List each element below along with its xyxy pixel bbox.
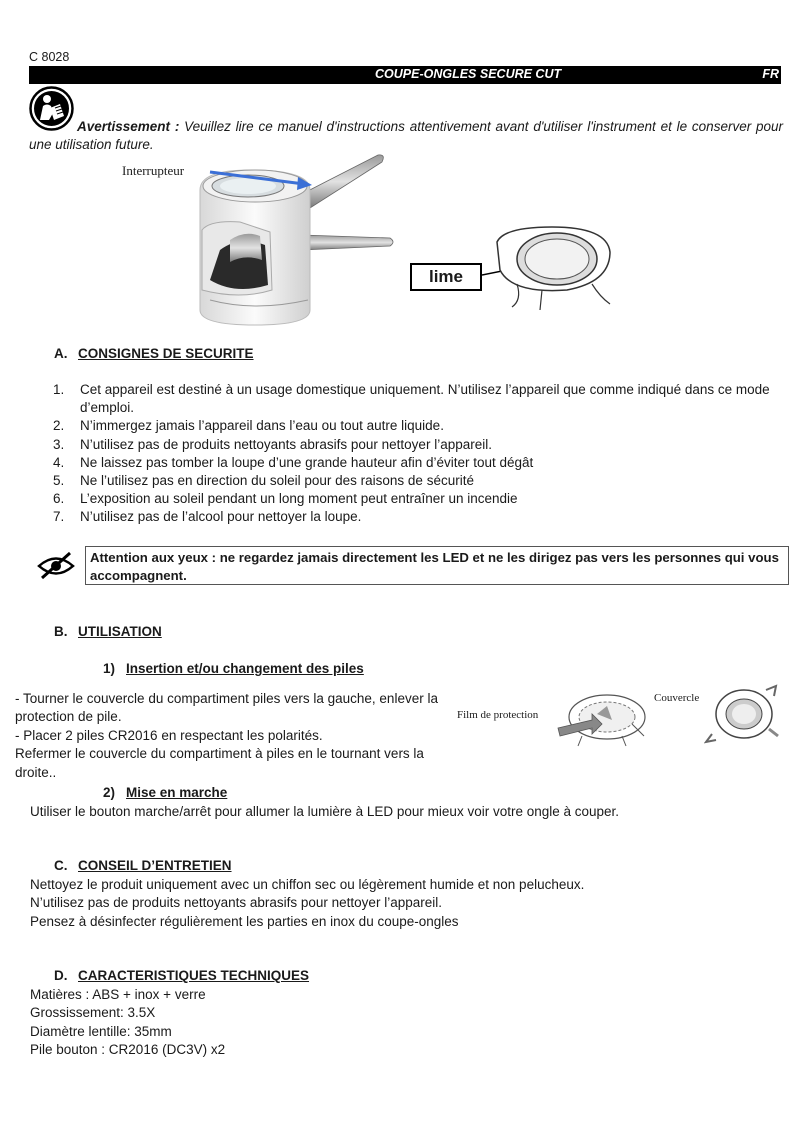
list-item: 1. Cet appareil est destiné à un usage domestique uniquement. N’utilisez l’appareil que comme indiqué dans ce mode d’emploi. [53,382,770,416]
warning-paragraph [29,118,783,154]
warning-label: Avertissement : [77,119,180,134]
section-b-letter: B. [54,624,68,639]
section-a-title: CONSIGNES DE SECURITE [78,346,254,361]
power-on-text: Utiliser le bouton marche/arrêt pour allumer la lumière à LED pour mieux voir votre ongle à couper. [30,804,620,819]
battery-cover-image [704,684,780,744]
cover-label: Couvercle [654,692,700,704]
list-item: 5. Ne l’utilisez pas en direction du soleil pour des raisons de sécurité [53,473,474,489]
section-c-heading [54,858,232,873]
subsection-1-number: 1) [103,661,116,676]
protection-film-label: Film de protection [457,709,539,721]
title-bar [29,66,781,84]
switch-label: Interrupteur [122,163,185,178]
battery-compartment-image [552,684,652,750]
specifications-list: Matières : ABS + inox + verre Grossissement: 3.5X Diamètre lentille: 35mm Pile bouton : CR2016 (DC3V) x2 [30,987,226,1058]
section-b-heading [54,624,162,639]
maintenance-text: Nettoyez le produit uniquement avec un chiffon sec ou légèrement humide et non pelucheux. N’utilisez pas de produits nettoyants abrasifs pour nettoyer l’appareil. Pensez à désinfecter régulièrement les parties en inox du coupe-ongles [30,877,585,929]
list-item: 7. N’utilisez pas de l’alcool pour nettoyer la loupe. [53,509,362,525]
section-d-letter: D. [54,968,68,983]
eye-warning-box: Attention aux yeux : ne regardez jamais directement les LED et ne les dirigez pas vers les personnes qui vous accompagnent. [85,546,789,585]
section-c-letter: C. [54,858,68,873]
section-d-heading [54,968,309,983]
section-d-title: CARACTERISTIQUES TECHNIQUES [78,968,310,983]
battery-instructions: - Tourner le couvercle du compartiment piles vers la gauche, enlever la protection de pile. - Placer 2 piles CR2016 en respectant les polarités. Refermer le couvercle du compartiment à piles en le tournant vers la droite.. [15,691,438,780]
language-tag: FR [762,67,779,81]
document-code: C 8028 [29,50,70,64]
warning-text: Veuillez lire ce manuel d'instructions attentivement avant d'utiliser l'instrument et le conserver pour une utilisation future. [29,119,783,152]
subsection-2-heading [103,785,227,800]
section-b-title: UTILISATION [78,624,162,639]
section-c-title: CONSEIL D’ENTRETIEN [78,858,232,873]
list-item: 4. Ne laissez pas tomber la loupe d’une grande hauteur afin d’éviter tout dégât [53,454,534,470]
file-detail-image [482,222,622,312]
document-title: COUPE-ONGLES SECURE CUT [375,67,562,81]
section-a-heading [54,346,254,361]
section-a-letter: A. [54,346,68,361]
subsection-1-title: Insertion et/ou changement des piles [126,661,364,676]
subsection-2-title: Mise en marche [126,785,228,800]
list-item: 3. N’utilisez pas de produits nettoyants abrasifs pour nettoyer l’appareil. [53,436,492,452]
file-label-box: lime [410,263,482,291]
list-item: 6. L’exposition au soleil pendant un long moment peut entraîner un incendie [53,491,518,507]
safety-list [53,381,785,527]
subsection-2-number: 2) [103,785,116,800]
switch-arrow-icon [208,168,318,192]
eye-warning-icon [36,549,76,581]
list-item: 2. N’immergez jamais l’appareil dans l’eau ou tout autre liquide. [53,418,444,434]
subsection-1-heading [103,661,364,676]
